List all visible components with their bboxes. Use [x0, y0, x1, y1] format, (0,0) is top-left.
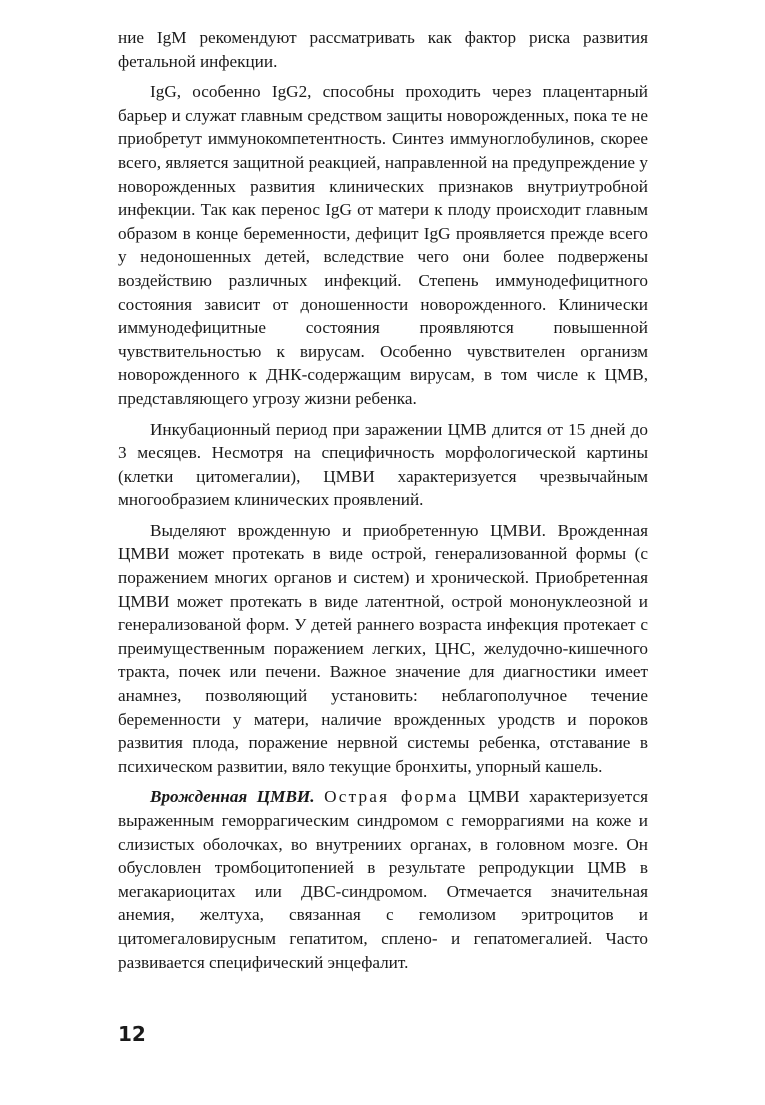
paragraph-5 [118, 785, 648, 974]
paragraph-2: IgG, особенно IgG2, способны проходить через плацентарный барьер и служат главным средством защиты новорожденных, пока те не приобретут иммунокомпетентность. Синтез иммуноглобулинов, скорее всего, является защитной реакцией, направленной на предупреждение у новорожденных развития клинических признаков внутриутробной инфекции. Так как перенос IgG от матери к плоду происходит главным образом в конце беременности, дефицит IgG проявляется прежде всего у недоношенных детей, вследствие чего они более подвержены воздействию различных инфекций. Степень иммунодефицитного состояния зависит от доношенности новорожденного. Клинически иммунодефицитные состояния проявляются повышенной чувствительностью к вирусам. Особенно чувствителен организм новорожденного к ДНК-содержащим вирусам, в том числе к ЦМВ, представляющего угрозу жизни ребенка. [118, 82, 648, 408]
paragraph-3: Инкубационный период при заражении ЦМВ длится от 15 дней до 3 месяцев. Несмотря на специфичность морфологической картины (клетки цитомегалии), ЦМВИ характеризуется чрезвычайным многообразием клинических проявлений. [118, 419, 648, 510]
paragraph-4: Выделяют врожденную и приобретенную ЦМВИ. Врожденная ЦМВИ может протекать в виде острой, генерализованной формы (с поражением многих органов и систем) и хронической. Приобретенная ЦМВИ может протекать в виде латентной, острой мононуклеозной и генерализованой форм. У детей раннего возраста инфекция протекает с преимущественным поражением легких, ЦНС, желудочно-кишечного тракта, почек или печени. Важное значение для диагностики имеет анамнез, позволяющий установить: неблагополучное течение беременности у матери, наличие врожденных уродств и пороков развития плода, поражение нервной системы ребенка, отставание в психическом развитии, вяло текущие бронхиты, упорный кашель. [118, 520, 648, 776]
spaced-emphasis: Острая форма [324, 787, 459, 807]
paragraph-1: ние IgM рекомендуют рассматривать как фактор риска развития фетальной инфекции. [118, 28, 648, 71]
page-body [118, 26, 648, 974]
section-lead-heading: Врожденная ЦМВИ. [150, 787, 315, 807]
page-number: 12 [118, 1022, 146, 1046]
paragraph-5-body: ЦМВИ характеризуется выраженным геморрагическим синдромом с геморрагиями на коже и слизистых оболочках, во внутрениих органах, в головном мозге. Он обусловлен тромбоцитопенией в результате репродукции ЦМВ в мегакариоцитах или ДВС-синдромом. Отмечается значительная анемия, желтуха, связанная с гемолизом эритроцитов и цитомегаловирусным гепатитом, сплено- и гепатомегалией. Часто развивается специфический энцефалит. [118, 787, 648, 972]
